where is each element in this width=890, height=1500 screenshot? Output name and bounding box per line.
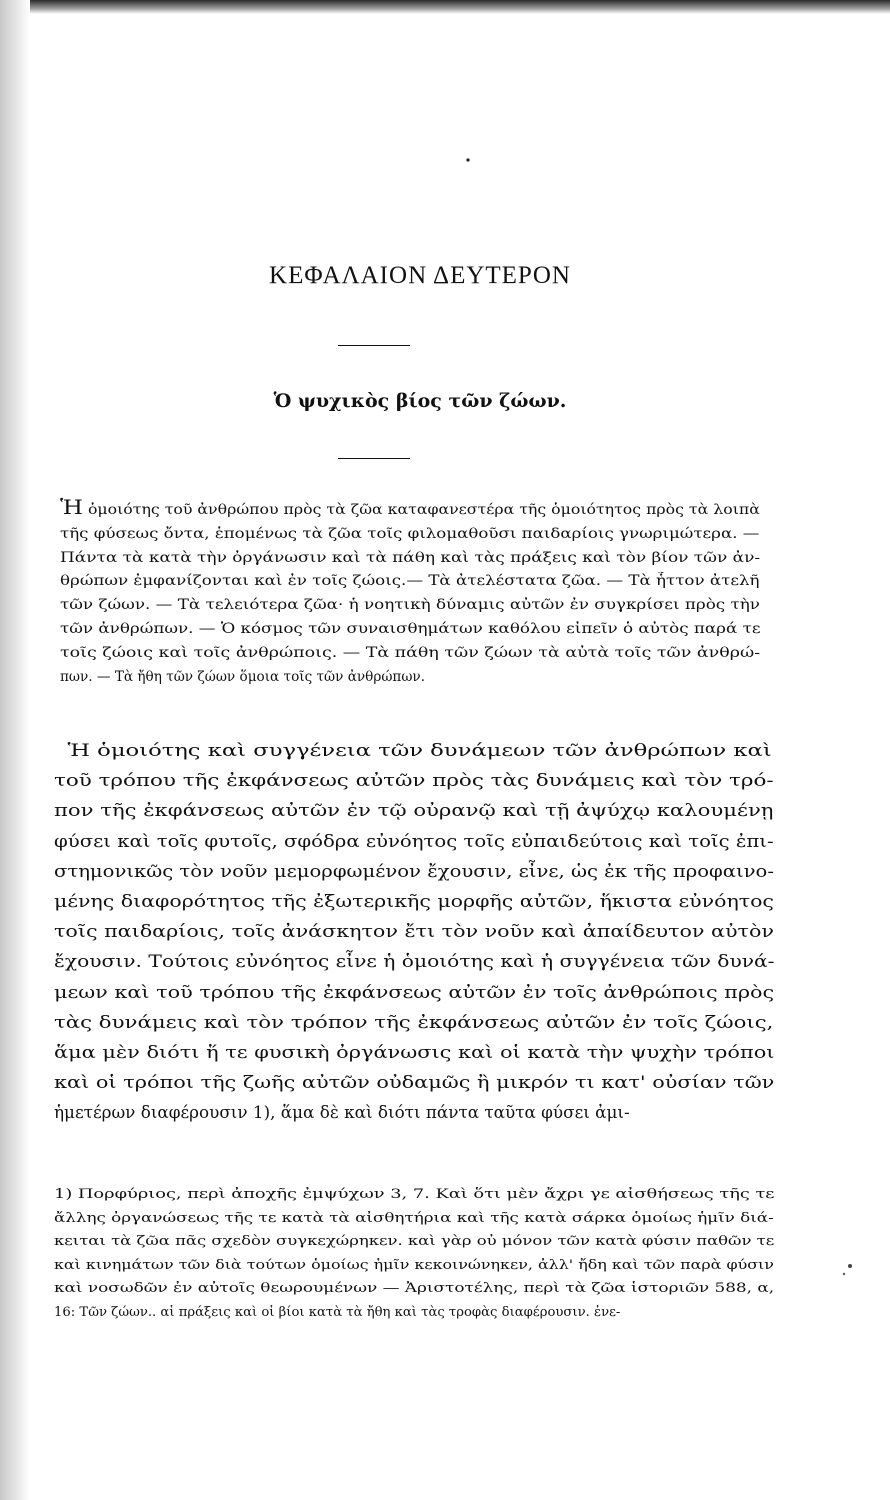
body-line: τοῖς παιδαρίοις, τοῖς ἀνάσκητον ἔτι τὸν νοῦν καὶ ἀπαίδευτον αὐτὸν [54,921,774,942]
speck [843,1273,845,1275]
body-line: ἔχουσιν. Τούτοις εὐνόητος εἶνε ἡ ὁμοιότης καὶ ἡ συγγένεια τῶν δυνά- [54,951,775,972]
summary-line: θρώπων ἐμφανίζονται καὶ ἐν τοῖς ζώοις.— Τὰ ἀτελέστατα ζῶα. — Τὰ ἧττον ἀτελῆ [60,573,760,590]
footnote-line: ἄλλης ὀργανώσεως τῆς τε κατὰ τὰ αἰσθητήρια καὶ τῆς κατὰ σάρκα ὁμοίως ἡμῖν διά- [54,1210,774,1226]
body-line: πον τῆς ἐκφάνσεως αὐτῶν ἐν τῷ οὐρανῷ καὶ τῇ ἀψύχῳ καλουμένῃ [54,800,774,821]
summary-line: τοῖς ζώοις καὶ τοῖς ἀνθρώποις. — Τὰ πάθη τῶν ζώων τὰ αὐτὰ τοῖς τῶν ἀνθρώ- [60,644,761,661]
summary-line: πων. — Τὰ ἤθη τῶν ζώων ὅμοια τοῖς τῶν ἀνθρώπων. [60,668,426,685]
speck [848,1264,852,1268]
footnote-line: 1) Πορφύριος, περὶ ἀποχῆς ἐμψύχων 3, 7. Καὶ ὅτι μὲν ἄχρι γε αἰσθήσεως τῆς τε [54,1187,775,1202]
body-line: ἅμα μὲν διότι ἥ τε φυσικὴ ὀργάνωσις καὶ οἱ κατὰ τὴν ψυχὴν τρόποι [54,1042,775,1063]
body-line: καὶ οἱ τρόποι τῆς ζωῆς αὐτῶν οὐδαμῶς ἢ μικρόν τι κατ' οὐσίαν τῶν [54,1072,775,1093]
summary-line: Πάντα τὰ κατὰ τὴν ὀργάνωσιν καὶ τὰ πάθη καὶ τὰς πράξεις καὶ τὸν βίον τῶν ἀν- [60,549,761,566]
footnote-line: καὶ νοσωδῶν ἐν αὐτοῖς θεωρουμένων — Ἀριστοτέλης, περὶ τὰ ζῶα ἱστοριῶν 588, α, [54,1281,775,1297]
chapter-subtitle: Ὁ ψυχικὸς βίος τῶν ζώων. [273,390,567,412]
chapter-title: ΚΕΦΑΛΑΙΟΝ ΔΕΥΤΕΡΟΝ [269,262,571,289]
footnote-line: κειται τὰ ζῶα πᾶς σχεδὸν συγκεχώρηκεν. καὶ γὰρ οὐ μόνον τῶν κατὰ φύσιν παθῶν τε [54,1234,775,1250]
body-line: στημονικῶς τὸν νοῦν μεμορφωμένον ἔχουσιν, εἶνε, ὡς ἐκ τῆς προφαινο- [54,860,774,881]
summary-line: τῶν ζώων. — Τὰ τελειότερα ζῶα· ἡ νοητικὴ δύναμις αὐτῶν ἐν συγκρίσει πρὸς τὴν [60,597,760,614]
body-line: μεων καὶ τοῦ τρόπου τῆς ἐκφάνσεως αὐτῶν ἐν τοῖς ἀνθρώποις πρὸς [54,981,775,1002]
speck [466,158,469,161]
body-line: φύσει καὶ τοῖς φυτοῖς, σφόδρα εὐνόητος τοῖς εὐπαιδεύτοις καὶ τοῖς ἐπι- [54,830,774,851]
body-line: τὰς δυνάμεις καὶ τὸν τρόπον τῆς ἐκφάνσεως αὐτῶν ἐν τοῖς ζώοις, [54,1011,774,1032]
body-line: τοῦ τρόπου τῆς ἐκφάνσεως αὐτῶν πρὸς τὰς δυνάμεις καὶ τὸν τρό- [54,770,774,791]
summary-line: τῆς φύσεως ὄντα, ἑπομένως τὰ ζῶα τοῖς φιλομαθοῦσι παιδαρίοις γνωριμώτερα. — [60,525,760,542]
footnote-line: καὶ κινημάτων τῶν διὰ τούτων ὁμοίως ἡμῖν κεκοινώνηκεν, ἀλλ' ἤδη καὶ τῶν παρὰ φύσιν [54,1257,774,1273]
summary-line: Ἡ ὁμοιότης τοῦ ἀνθρώπου πρὸς τὰ ζῶα καταφανεστέρα τῆς ὁμοιότητος πρὸς τὰ λοιπὰ [60,495,760,519]
body-line: Ἡ ὁμοιότης καὶ συγγένεια τῶν δυνάμεων τῶν ἀνθρώπων καὶ [67,740,772,760]
body-line: μένης διαφορότητος τῆς ἐξωτερικῆς μορφῆς αὐτῶν, ἥκιστα εὐνόητος [54,891,774,912]
summary-line: τῶν ἀνθρώπων. — Ὁ κόσμος τῶν συναισθημάτων καθόλου εἰπεῖν ὁ αὐτὸς παρά τε [60,620,761,637]
footnote-line: 16: Τῶν ζώων.. αἱ πράξεις καὶ οἱ βίοι κατὰ τὰ ἤθη καὶ τὰς τροφὰς διαφέρουσιν. ἐνε- [54,1304,621,1320]
body-line: ἡμετέρων διαφέρουσιν 1), ἅμα δὲ καὶ διότι πάντα ταῦτα φύσει ἀμι- [54,1102,630,1123]
